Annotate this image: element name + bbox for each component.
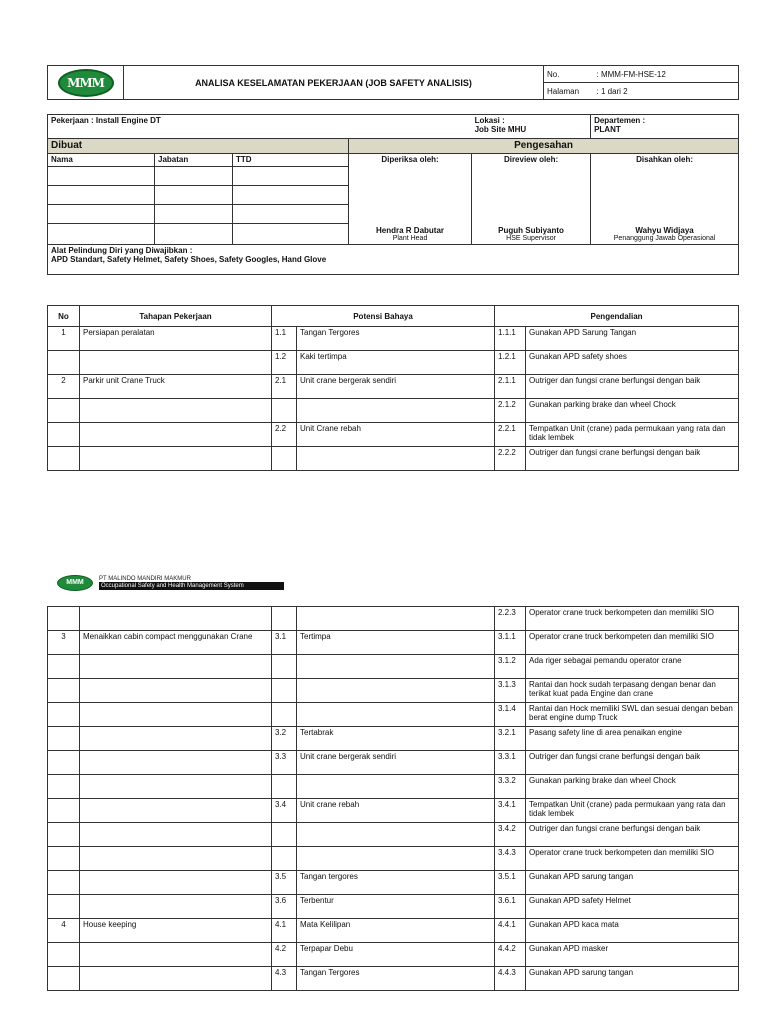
row-kendali: Outriger dan fungsi crane berfungsi dengan baik: [526, 447, 739, 471]
pengesahan-header: Pengesahan: [349, 139, 739, 154]
table-row: [48, 967, 739, 991]
row-kendali-no: 3.5.1: [495, 871, 526, 895]
row-tahapan: [80, 703, 272, 727]
jsa-table-1: [47, 305, 739, 471]
row-tahapan: [80, 871, 272, 895]
row-tahapan: [80, 399, 272, 423]
row-bahaya: [297, 399, 495, 423]
row-tahapan: House keeping: [80, 919, 272, 943]
row-no: [48, 607, 80, 631]
table-row: [48, 327, 739, 351]
row-no: [48, 775, 80, 799]
row-tahapan: [80, 895, 272, 919]
row-bahaya: [297, 607, 495, 631]
table-row: [48, 423, 739, 447]
row-kendali-no: 1.1.1: [495, 327, 526, 351]
row-no: [48, 847, 80, 871]
row-bahaya: Terbentur: [297, 895, 495, 919]
row-no: [48, 967, 80, 991]
row-kendali: Outriger dan fungsi crane berfungsi dengan baik: [526, 751, 739, 775]
no-label: No.: [544, 66, 594, 83]
row-no: [48, 679, 80, 703]
row-no: [48, 871, 80, 895]
row-bahaya-no: 1.2: [272, 351, 297, 375]
row-tahapan: Parkir unit Crane Truck: [80, 375, 272, 399]
col-no: No: [48, 306, 80, 327]
pekerjaan: Pekerjaan : Install Engine DT: [48, 115, 472, 139]
table-row: [48, 895, 739, 919]
row-bahaya-no: [272, 447, 297, 471]
row-kendali: Gunakan APD Sarung Tangan: [526, 327, 739, 351]
row-bahaya: Terpapar Debu: [297, 943, 495, 967]
row-bahaya-no: 3.3: [272, 751, 297, 775]
row-kendali: Gunakan parking brake dan wheel Chock: [526, 775, 739, 799]
row-tahapan: Menaikkan cabin compact menggunakan Crane: [80, 631, 272, 655]
row-bahaya: Tertabrak: [297, 727, 495, 751]
row-no: 1: [48, 327, 80, 351]
row-bahaya: Tertimpa: [297, 631, 495, 655]
row-bahaya: [297, 847, 495, 871]
row-bahaya: Unit crane bergerak sendiri: [297, 375, 495, 399]
row-no: [48, 823, 80, 847]
row-bahaya: Unit Crane rebah: [297, 423, 495, 447]
lokasi: Lokasi : Job Site MHU: [472, 115, 591, 139]
row-no: [48, 727, 80, 751]
table-row: [48, 775, 739, 799]
table-row: [48, 679, 739, 703]
row-tahapan: [80, 775, 272, 799]
form-title: ANALISA KESELAMATAN PEKERJAAN (JOB SAFETY ANALISIS): [124, 66, 544, 100]
row-kendali: Gunakan APD sarung tangan: [526, 967, 739, 991]
col-pengendalian: Pengendalian: [495, 306, 739, 327]
row-bahaya-no: [272, 607, 297, 631]
row-kendali-no: 3.4.2: [495, 823, 526, 847]
col-nama: Nama: [48, 154, 155, 167]
row-kendali-no: 4.4.1: [495, 919, 526, 943]
row-kendali-no: 2.1.2: [495, 399, 526, 423]
row-kendali-no: 3.1.4: [495, 703, 526, 727]
row-kendali-no: 3.2.1: [495, 727, 526, 751]
table-row: [48, 351, 739, 375]
row-bahaya: [297, 679, 495, 703]
row-bahaya-no: 3.6: [272, 895, 297, 919]
row-kendali: Rantai dan Hock memiliki SWL dan sesuai dengan beban berat engine dump Truck: [526, 703, 739, 727]
row-bahaya-no: [272, 847, 297, 871]
row-bahaya-no: [272, 679, 297, 703]
row-bahaya-no: 1.1: [272, 327, 297, 351]
row-tahapan: [80, 447, 272, 471]
row-bahaya-no: [272, 823, 297, 847]
row-bahaya-no: 3.1: [272, 631, 297, 655]
row-kendali-no: 2.2.2: [495, 447, 526, 471]
row-kendali: Gunakan APD safety Helmet: [526, 895, 739, 919]
row-tahapan: [80, 751, 272, 775]
row-bahaya: Tangan tergores: [297, 871, 495, 895]
row-bahaya: Tangan Tergores: [297, 327, 495, 351]
row-no: [48, 895, 80, 919]
row-bahaya-no: 4.1: [272, 919, 297, 943]
row-kendali: Pasang safety line di area penaikan engine: [526, 727, 739, 751]
direview-cell: Direview oleh: Puguh Subiyanto HSE Supervisor: [472, 154, 591, 245]
row-bahaya-no: [272, 655, 297, 679]
apd-cell: Alat Pelindung Diri yang Diwajibkan : APD Standart, Safety Helmet, Safety Shoes, Safety Googles, Hand Glove: [48, 245, 739, 275]
row-kendali: Tempatkan Unit (crane) pada permukaan yang rata dan tidak lembek: [526, 423, 739, 447]
row-tahapan: [80, 351, 272, 375]
row-kendali-no: 4.4.2: [495, 943, 526, 967]
row-no: [48, 655, 80, 679]
row-kendali: Operator crane truck berkompeten dan memiliki SIO: [526, 631, 739, 655]
row-bahaya: [297, 447, 495, 471]
row-bahaya-no: 2.1: [272, 375, 297, 399]
row-tahapan: [80, 655, 272, 679]
row-bahaya: Kaki tertimpa: [297, 351, 495, 375]
row-kendali-no: 3.4.1: [495, 799, 526, 823]
row-kendali-no: 3.1.1: [495, 631, 526, 655]
row-no: [48, 751, 80, 775]
row-kendali: Gunakan APD masker: [526, 943, 739, 967]
row-bahaya: [297, 823, 495, 847]
brand-system: Occupational Safety and Health Management System: [99, 582, 284, 590]
company-logo: MMM: [58, 69, 114, 97]
row-bahaya-no: 4.3: [272, 967, 297, 991]
row-bahaya: [297, 655, 495, 679]
departemen: Departemen : PLANT: [591, 115, 739, 139]
row-bahaya-no: [272, 703, 297, 727]
table-row: [48, 751, 739, 775]
info-table: [47, 114, 739, 275]
table-row: [48, 375, 739, 399]
row-kendali: Gunakan APD safety shoes: [526, 351, 739, 375]
row-bahaya: Tangan Tergores: [297, 967, 495, 991]
row-no: 2: [48, 375, 80, 399]
row-no: 4: [48, 919, 80, 943]
row-bahaya-no: [272, 775, 297, 799]
row-tahapan: [80, 423, 272, 447]
row-no: [48, 799, 80, 823]
row-kendali-no: 3.1.3: [495, 679, 526, 703]
col-potensi: Potensi Bahaya: [272, 306, 495, 327]
row-no: [48, 423, 80, 447]
table-row: [48, 727, 739, 751]
row-kendali-no: 4.4.3: [495, 967, 526, 991]
row-kendali: Outriger dan fungsi crane berfungsi dengan baik: [526, 823, 739, 847]
row-kendali: Operator crane truck berkompeten dan memiliki SIO: [526, 847, 739, 871]
table-row: [48, 607, 739, 631]
table-row: [48, 655, 739, 679]
brand-strip: [57, 572, 284, 593]
disahkan-cell: Disahkan oleh: Wahyu Widjaya Penanggung Jawab Operasional: [591, 154, 739, 245]
col-tahapan: Tahapan Pekerjaan: [80, 306, 272, 327]
row-no: [48, 399, 80, 423]
row-kendali-no: 3.3.2: [495, 775, 526, 799]
row-no: [48, 447, 80, 471]
document-header: [47, 65, 739, 100]
row-bahaya: Unit crane bergerak sendiri: [297, 751, 495, 775]
row-kendali: Tempatkan Unit (crane) pada permukaan yang rata dan tidak lembek: [526, 799, 739, 823]
row-kendali-no: 3.3.1: [495, 751, 526, 775]
halaman-label: Halaman: [544, 83, 594, 100]
row-tahapan: [80, 679, 272, 703]
row-bahaya-no: 3.4: [272, 799, 297, 823]
row-kendali: Outriger dan fungsi crane berfungsi dengan baik: [526, 375, 739, 399]
table-row: [48, 943, 739, 967]
table-row: [48, 847, 739, 871]
row-bahaya-no: 4.2: [272, 943, 297, 967]
row-kendali: Gunakan APD sarung tangan: [526, 871, 739, 895]
table-row: [48, 871, 739, 895]
row-tahapan: [80, 799, 272, 823]
halaman-value: : 1 dari 2: [594, 83, 739, 100]
row-no: [48, 943, 80, 967]
row-no: [48, 351, 80, 375]
table-row: [48, 823, 739, 847]
row-tahapan: [80, 823, 272, 847]
table-row: [48, 703, 739, 727]
brand-company: PT MALINDO MANDIRI MAKMUR: [99, 575, 191, 582]
row-kendali: Gunakan APD kaca mata: [526, 919, 739, 943]
row-bahaya: [297, 703, 495, 727]
table-row: [48, 631, 739, 655]
row-kendali-no: 2.2.3: [495, 607, 526, 631]
table-row: [48, 919, 739, 943]
row-bahaya: Unit crane rebah: [297, 799, 495, 823]
table-row: [48, 447, 739, 471]
row-bahaya: [297, 775, 495, 799]
row-kendali-no: 1.2.1: [495, 351, 526, 375]
row-no: [48, 703, 80, 727]
row-tahapan: [80, 967, 272, 991]
row-kendali-no: 2.1.1: [495, 375, 526, 399]
row-kendali-no: 3.1.2: [495, 655, 526, 679]
row-kendali: Operator crane truck berkompeten dan memiliki SIO: [526, 607, 739, 631]
row-no: 3: [48, 631, 80, 655]
col-ttd: TTD: [233, 154, 349, 167]
row-bahaya-no: 2.2: [272, 423, 297, 447]
row-kendali: Ada riger sebagai pemandu operator crane: [526, 655, 739, 679]
row-bahaya-no: [272, 399, 297, 423]
dibuat-header: Dibuat: [48, 139, 349, 154]
row-bahaya-no: 3.5: [272, 871, 297, 895]
row-kendali-no: 3.4.3: [495, 847, 526, 871]
table-row: [48, 799, 739, 823]
row-tahapan: Persiapan peralatan: [80, 327, 272, 351]
row-kendali: Rantai dan hock sudah terpasang dengan benar dan terikat kuat pada Engine dan crane: [526, 679, 739, 703]
row-bahaya-no: 3.2: [272, 727, 297, 751]
no-value: : MMM-FM-HSE-12: [594, 66, 739, 83]
diperiksa-cell: Diperiksa oleh: Hendra R Dabutar Plant Head: [349, 154, 472, 245]
table-row: [48, 399, 739, 423]
brand-logo: MMM: [57, 575, 93, 591]
jsa-table-2: [47, 606, 739, 991]
row-bahaya: Mata Kelilipan: [297, 919, 495, 943]
row-kendali-no: 2.2.1: [495, 423, 526, 447]
row-kendali: Gunakan parking brake dan wheel Chock: [526, 399, 739, 423]
row-tahapan: [80, 943, 272, 967]
row-tahapan: [80, 727, 272, 751]
row-tahapan: [80, 607, 272, 631]
col-jabatan: Jabatan: [155, 154, 233, 167]
logo-cell: [48, 66, 124, 100]
row-tahapan: [80, 847, 272, 871]
row-kendali-no: 3.6.1: [495, 895, 526, 919]
